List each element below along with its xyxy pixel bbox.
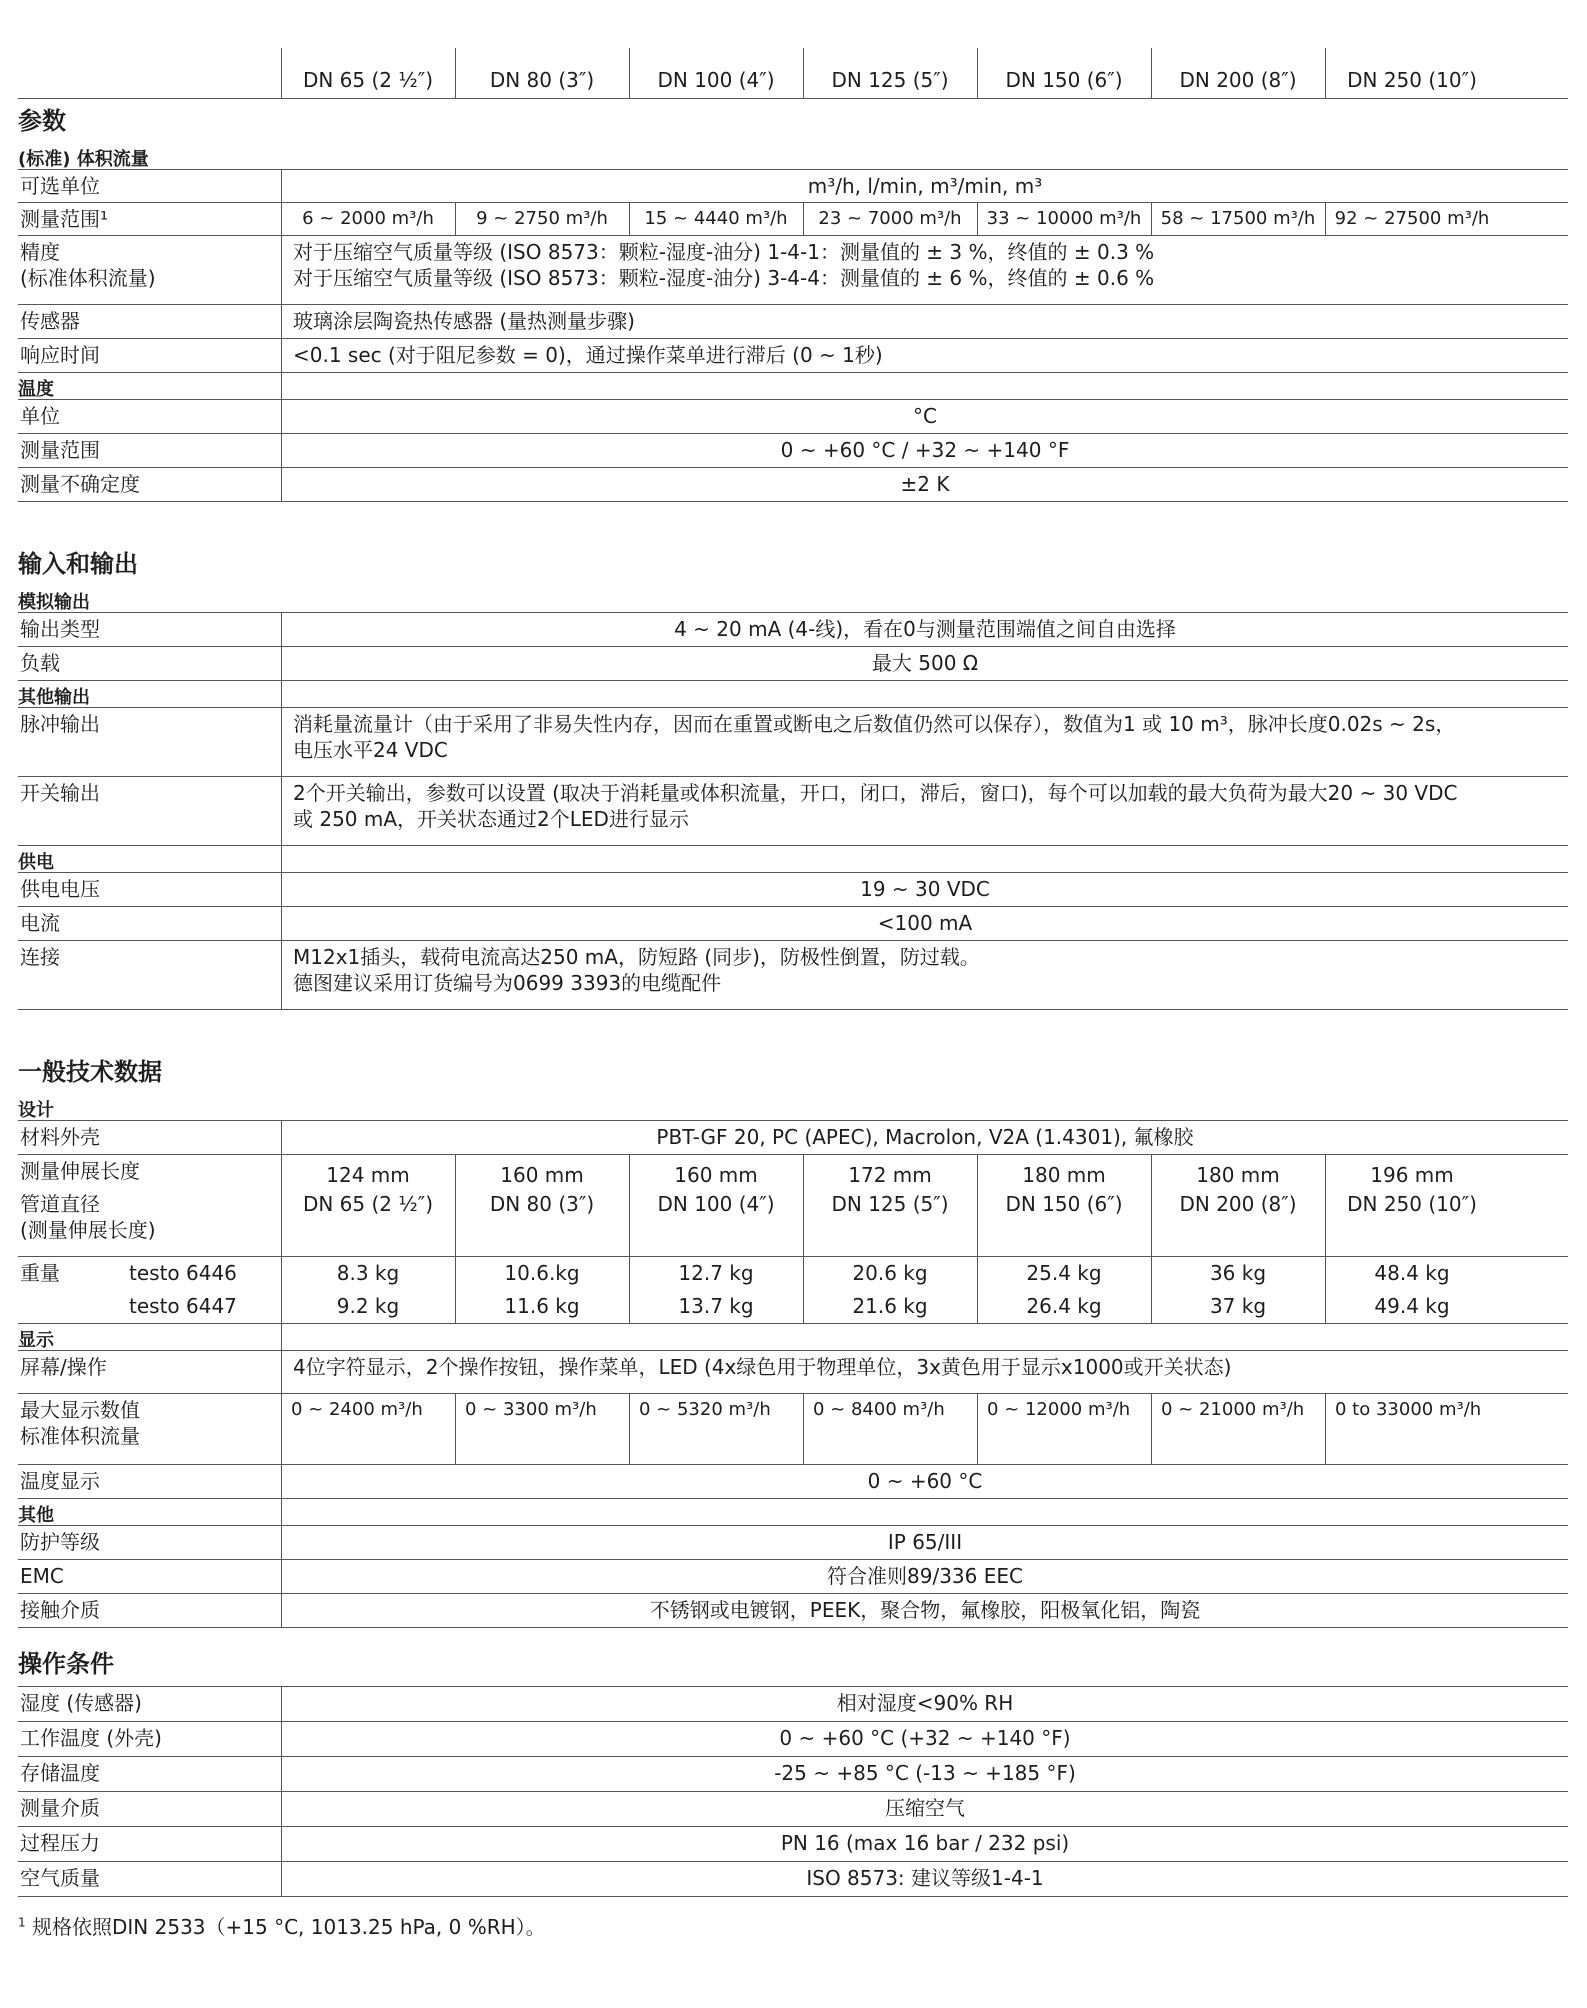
label-line: 最大显示数值: [20, 1398, 140, 1422]
range-cell: 92 ~ 27500 m³/h: [1334, 208, 1490, 229]
row-flow-range: [18, 203, 1568, 236]
row-air-quality: [18, 1862, 1568, 1897]
row-label: 供电电压: [20, 877, 100, 901]
weight-cell: 48.4 kg: [1374, 1261, 1450, 1285]
section-title-parameters: 参数: [18, 107, 66, 135]
header-cell: DN 80 (3″): [489, 68, 595, 92]
label-line: 管道直径: [20, 1192, 100, 1216]
subsection-label: 设计: [18, 1100, 54, 1121]
row-value: PBT-GF 20, PC (APEC), Macrolon, V2A (1.4301), 氟橡胶: [656, 1125, 1194, 1149]
row-connection: [18, 941, 1568, 1010]
row-storage-temp: [18, 1757, 1568, 1792]
row-humidity: [18, 1687, 1568, 1722]
row-response: [18, 339, 1568, 373]
row-accuracy: [18, 236, 1568, 305]
row-value: <100 mA: [877, 911, 973, 935]
row-output-type: [18, 613, 1568, 647]
row-value: 压缩空气: [885, 1796, 965, 1820]
footnote-mark: 1: [18, 1915, 26, 1930]
range-cell: 6 ~ 2000 m³/h: [302, 208, 434, 229]
row-label: 存储温度: [20, 1761, 100, 1785]
row-protection: [18, 1526, 1568, 1560]
subsection-label: 其他输出: [18, 687, 90, 708]
header-cell: DN 200 (8″): [1179, 68, 1297, 92]
weight-cell: 8.3 kg: [336, 1261, 400, 1285]
model-label: testo 6446: [129, 1261, 237, 1285]
weight-cell: 36 kg: [1209, 1261, 1267, 1285]
pipe-cell: DN 125 (5″): [831, 1192, 949, 1216]
value-line: M12x1插头，载荷电流高达250 mA，防短路 (同步)，防极性倒置，防过载。: [293, 945, 980, 969]
label-line: 精度: [20, 240, 60, 264]
row-label: 湿度 (传感器): [20, 1691, 142, 1715]
length-cell: 196 mm: [1370, 1163, 1454, 1187]
value-line: 对于压缩空气质量等级 (ISO 8573：颗粒-湿度-油分) 3-4-4：测量值的 ± 6 %，终值的 ± 0.6 %: [293, 266, 1155, 290]
row-temp-display: [18, 1465, 1568, 1499]
row-label: 开关输出: [20, 781, 100, 805]
row-probe-length: [18, 1155, 1568, 1188]
row-value: [293, 711, 1548, 763]
weight-cell: 25.4 kg: [1026, 1261, 1102, 1285]
section-title-operating: 操作条件: [18, 1642, 1568, 1687]
subsection-analog: [18, 586, 1568, 613]
length-cell: 160 mm: [674, 1163, 758, 1187]
range-cell: 23 ~ 7000 m³/h: [818, 208, 962, 229]
row-label: EMC: [20, 1564, 64, 1588]
row-label: 传感器: [20, 309, 80, 333]
maxdisp-cell: 0 to 33000 m³/h: [1335, 1399, 1482, 1420]
subsection-other: [18, 1499, 1568, 1526]
row-label: 温度显示: [20, 1469, 100, 1493]
row-weight-6447: [18, 1290, 1568, 1324]
row-value: 不锈钢或电镀钢，PEEK，聚合物，氟橡胶，阳极氧化铝，陶瓷: [649, 1598, 1201, 1622]
row-value: <0.1 sec (对于阻尼参数 = 0)，通过操作菜单进行滞后 (0 ~ 1秒): [293, 343, 883, 367]
row-label: 输出类型: [20, 617, 100, 641]
row-label: 负载: [20, 651, 60, 675]
length-cell: 180 mm: [1196, 1163, 1280, 1187]
row-medium: [18, 1792, 1568, 1827]
row-label: 测量介质: [20, 1796, 100, 1820]
header-cell: DN 65 (2 ½″): [302, 68, 434, 92]
row-label: 测量范围¹: [20, 207, 109, 231]
footnote-text: 规格依照DIN 2533（+15 °C, 1013.25 hPa, 0 %RH）。: [32, 1915, 546, 1939]
row-emc: [18, 1560, 1568, 1594]
row-label: 电流: [20, 911, 60, 935]
size-header-row: [18, 48, 1568, 99]
row-label: 可选单位: [20, 174, 100, 198]
row-media-contact: [18, 1594, 1568, 1628]
length-cell: 172 mm: [848, 1163, 932, 1187]
row-label: 连接: [20, 945, 60, 969]
row-label: 测量伸展长度: [20, 1159, 140, 1183]
subsection-power: [18, 846, 1568, 873]
row-housing: [18, 1121, 1568, 1155]
maxdisp-cell: 0 ~ 3300 m³/h: [465, 1399, 597, 1420]
value-line: 德图建议采用订货编号为0699 3393的电缆配件: [293, 971, 722, 995]
value-line: 电压水平24 VDC: [293, 738, 448, 762]
row-pipe-diameter: [18, 1188, 1568, 1257]
row-label: 屏幕/操作: [20, 1355, 107, 1379]
label-line: (标准体积流量): [20, 266, 156, 290]
row-value: 0 ~ +60 °C (+32 ~ +140 °F): [779, 1726, 1071, 1750]
row-value: [293, 780, 1548, 832]
row-value: [293, 239, 1548, 291]
row-label: [20, 239, 156, 291]
row-pulse-output: [18, 708, 1568, 777]
row-value: m³/h, l/min, m³/min, m³: [807, 174, 1043, 198]
section-title-general: 一般技术数据: [18, 1058, 162, 1086]
pipe-cell: DN 200 (8″): [1179, 1192, 1297, 1216]
subsection-label: 供电: [18, 852, 54, 873]
row-load: [18, 647, 1568, 681]
length-cell: 180 mm: [1022, 1163, 1106, 1187]
row-label: 脉冲输出: [20, 712, 100, 736]
row-label: 测量不确定度: [20, 472, 140, 496]
subsection-label: 温度: [18, 379, 54, 400]
pipe-cell: DN 100 (4″): [657, 1192, 775, 1216]
row-label: [20, 1397, 140, 1449]
maxdisp-cell: 0 ~ 21000 m³/h: [1161, 1399, 1305, 1420]
row-value: [293, 944, 1548, 996]
header-cell: DN 250 (10″): [1347, 68, 1477, 92]
value-line: 对于压缩空气质量等级 (ISO 8573：颗粒-湿度-油分) 1-4-1：测量值的 ± 3 %，终值的 ± 0.3 %: [293, 240, 1155, 264]
subsection-label: 其他: [18, 1505, 54, 1526]
row-label: 重量: [20, 1261, 60, 1285]
row-value: IP 65/III: [887, 1530, 963, 1554]
row-label: 接触介质: [20, 1598, 100, 1622]
row-value: ±2 K: [900, 472, 950, 496]
subsection-temperature: [18, 373, 1568, 400]
header-cell: DN 100 (4″): [657, 68, 775, 92]
row-temp-uncertainty: [18, 468, 1568, 502]
value-line: 2个开关输出，参数可以设置 (取决于消耗量或体积流量，开口，闭口，滞后，窗口)，每个可以加载的最大负荷为最大20 ~ 30 VDC: [293, 781, 1458, 805]
weight-cell: 11.6 kg: [504, 1294, 580, 1318]
length-cell: 160 mm: [500, 1163, 584, 1187]
row-label: 单位: [20, 404, 60, 428]
row-value: 符合准则89/336 EEC: [827, 1564, 1023, 1588]
row-work-temp: [18, 1722, 1568, 1757]
subsection-flow: [18, 143, 1568, 170]
row-label: 测量范围: [20, 438, 100, 462]
row-temp-range: [18, 434, 1568, 468]
weight-cell: 13.7 kg: [678, 1294, 754, 1318]
range-cell: 15 ~ 4440 m³/h: [644, 208, 788, 229]
maxdisp-cell: 0 ~ 12000 m³/h: [987, 1399, 1131, 1420]
row-value: 玻璃涂层陶瓷热传感器 (量热测量步骤): [293, 309, 635, 333]
value-line: 消耗量流量计（由于采用了非易失性内存，因而在重置或断电之后数值仍然可以保存），数值为1 或 10 m³，脉冲长度0.02s ~ 2s，: [293, 712, 1456, 736]
range-cell: 9 ~ 2750 m³/h: [476, 208, 608, 229]
row-temp-unit: [18, 400, 1568, 434]
section-title-io: 输入和输出: [18, 550, 138, 578]
weight-cell: 20.6 kg: [852, 1261, 928, 1285]
row-value: 最大 500 Ω: [871, 651, 979, 675]
row-value: 相对湿度<90% RH: [836, 1691, 1014, 1715]
weight-cell: 37 kg: [1209, 1294, 1267, 1318]
row-label: 过程压力: [20, 1831, 100, 1855]
weight-cell: 21.6 kg: [852, 1294, 928, 1318]
row-label: 空气质量: [20, 1866, 100, 1890]
row-value: °C: [913, 404, 937, 428]
header-cell: DN 150 (6″): [1005, 68, 1123, 92]
subsection-design: [18, 1094, 1568, 1121]
footnote: [18, 1911, 1568, 1940]
label-line: (测量伸展长度): [20, 1218, 156, 1242]
subsection-label: (标准) 体积流量: [18, 149, 149, 170]
length-cell: 124 mm: [326, 1163, 410, 1187]
row-value: 0 ~ +60 °C: [867, 1469, 983, 1493]
subsection-display: [18, 1324, 1568, 1351]
row-current: [18, 907, 1568, 941]
row-supply-voltage: [18, 873, 1568, 907]
row-sensor: [18, 305, 1568, 339]
row-switch-output: [18, 777, 1568, 846]
model-label: testo 6447: [129, 1294, 237, 1318]
weight-cell: 49.4 kg: [1374, 1294, 1450, 1318]
maxdisp-cell: 0 ~ 2400 m³/h: [291, 1399, 423, 1420]
pipe-cell: DN 150 (6″): [1005, 1192, 1123, 1216]
row-label: [20, 1191, 156, 1243]
row-value: -25 ~ +85 °C (-13 ~ +185 °F): [774, 1761, 1076, 1785]
range-cell: 33 ~ 10000 m³/h: [986, 208, 1142, 229]
row-value: 0 ~ +60 °C / +32 ~ +140 °F: [780, 438, 1070, 462]
row-units: [18, 170, 1568, 203]
row-pressure: [18, 1827, 1568, 1862]
subsection-label: 模拟输出: [18, 592, 90, 613]
value-line: 或 250 mA，开关状态通过2个LED进行显示: [293, 807, 689, 831]
row-label: 响应时间: [20, 343, 100, 367]
row-value: PN 16 (max 16 bar / 232 psi): [780, 1831, 1070, 1855]
label-line: 标准体积流量: [20, 1424, 140, 1448]
row-screen: [18, 1351, 1568, 1394]
range-cell: 58 ~ 17500 m³/h: [1160, 208, 1316, 229]
weight-cell: 12.7 kg: [678, 1261, 754, 1285]
row-value: 4位字符显示，2个操作按钮，操作菜单，LED (4x绿色用于物理单位，3x黄色用于显示x1000或开关状态): [293, 1355, 1232, 1379]
pipe-cell: DN 65 (2 ½″): [302, 1192, 434, 1216]
row-weight-6446: [18, 1257, 1568, 1290]
weight-cell: 26.4 kg: [1026, 1294, 1102, 1318]
maxdisp-cell: 0 ~ 5320 m³/h: [639, 1399, 771, 1420]
row-value: ISO 8573: 建议等级1-4-1: [806, 1866, 1044, 1890]
header-cell: DN 125 (5″): [831, 68, 949, 92]
row-max-display: [18, 1394, 1568, 1465]
row-label: 防护等级: [20, 1530, 100, 1554]
row-value: 19 ~ 30 VDC: [860, 877, 990, 901]
subsection-label: 显示: [18, 1330, 54, 1351]
weight-cell: 10.6.kg: [504, 1261, 580, 1285]
spec-sheet: [18, 48, 1568, 1940]
row-label: 工作温度 (外壳): [20, 1726, 162, 1750]
pipe-cell: DN 250 (10″): [1347, 1192, 1477, 1216]
row-label: 材料外壳: [20, 1125, 100, 1149]
pipe-cell: DN 80 (3″): [489, 1192, 595, 1216]
maxdisp-cell: 0 ~ 8400 m³/h: [813, 1399, 945, 1420]
weight-cell: 9.2 kg: [336, 1294, 400, 1318]
row-value: 4 ~ 20 mA (4-线)，看在0与测量范围端值之间自由选择: [674, 617, 1176, 641]
subsection-other-outputs: [18, 681, 1568, 708]
